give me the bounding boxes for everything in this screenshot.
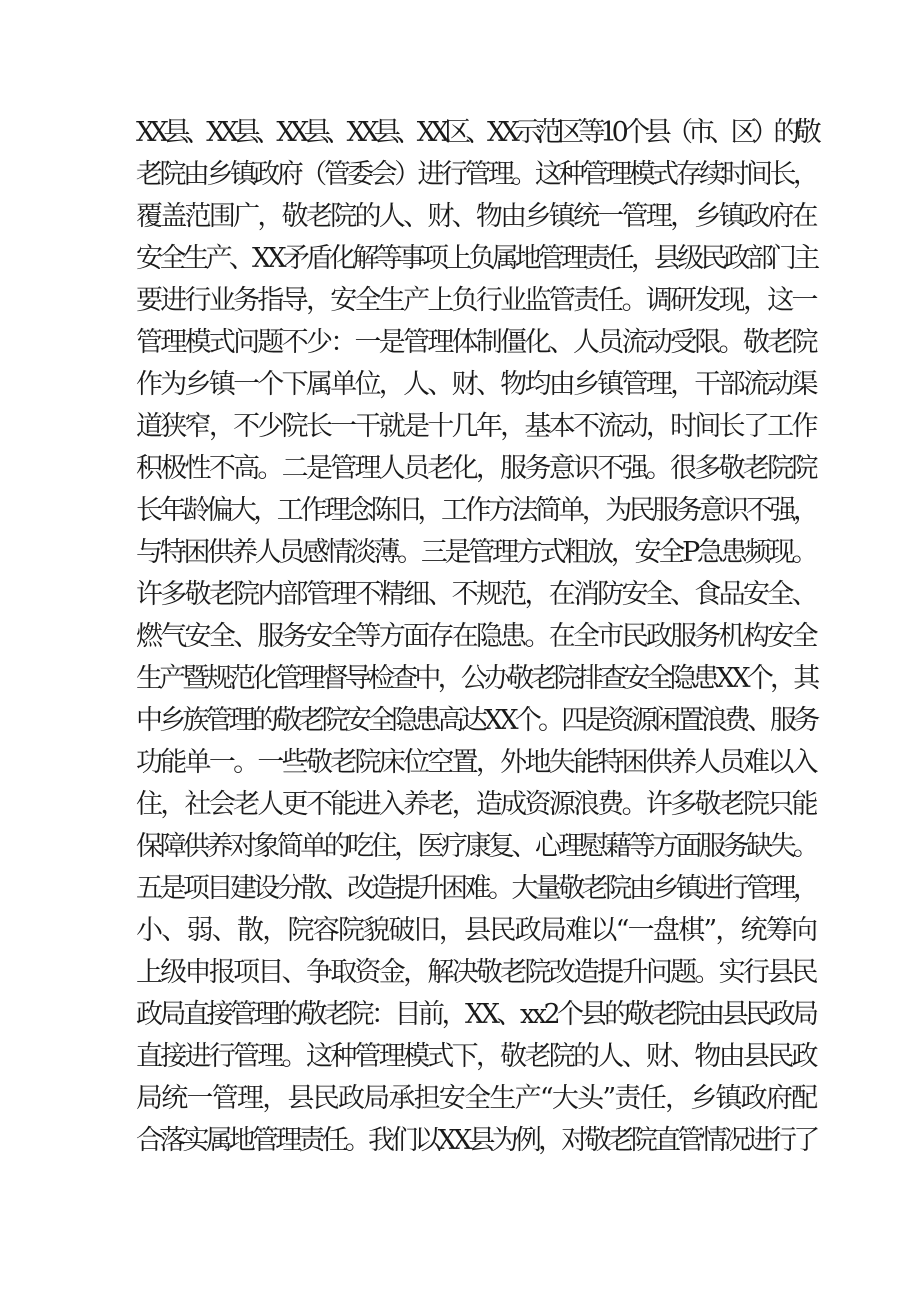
text-line: 与特困供养人员感情淡薄。三是管理方式粗放，安全P急患频现。 xyxy=(136,537,816,568)
text-line: 覆盖范围广，敬老院的人、财、物由乡镇统一管理，乡镇政府在 xyxy=(136,201,816,232)
text-line: 作为乡镇一个下属单位，人、财、物均由乡镇管理，干部流动渠 xyxy=(136,369,816,400)
body-paragraph xyxy=(136,112,816,1162)
text-line: 老院由乡镇政府（管委会）进行管理。这种管理模式存续时间长， xyxy=(136,159,817,190)
text-line: 五是项目建设分散、改造提升困难。大量敬老院由乡镇进行管理， xyxy=(136,873,817,904)
text-line: 合落实属地管理责任。我们以XX县为例，对敬老院直管情况进行了 xyxy=(136,1125,817,1156)
text-line: 许多敬老院内部管理不精细、不规范，在消防安全、食品安全、 xyxy=(136,579,816,610)
text-line: XX县、XX县、XX县、XX县、XX区、XX示范区等10个县（市、区）的敬 xyxy=(136,117,817,148)
text-line: 直接进行管理。这种管理模式下，敬老院的人、财、物由县民政 xyxy=(136,1041,816,1072)
text-line: 要进行业务指导，安全生产上负行业监管责任。调研发现，这一 xyxy=(136,285,816,316)
text-line: 生产暨规范化管理督导检查中，公办敬老院排查安全隐患XX个，其 xyxy=(136,663,817,694)
text-line: 政局直接管理的敬老院：目前，XX、xx2个县的敬老院由县民政局 xyxy=(136,999,816,1030)
text-line: 燃气安全、服务安全等方面存在隐患。在全市民政服务机构安全 xyxy=(136,621,816,652)
text-line: 上级申报项目、争取资金，解决敬老院改造提升问题。实行县民 xyxy=(136,957,816,988)
text-line: 道狭窄，不少院长一干就是十几年，基本不流动，时间长了工作 xyxy=(136,411,816,442)
text-line: 安全生产、XX矛盾化解等事项上负属地管理责任，县级民政部门主 xyxy=(136,243,817,274)
text-line: 管理模式问题不少：一是管理体制僵化、人员流动受限。敬老院 xyxy=(136,327,816,358)
text-line: 积极性不高。二是管理人员老化，服务意识不强。很多敬老院院 xyxy=(136,453,816,484)
text-line: 住，社会老人更不能进入养老，造成资源浪费。许多敬老院只能 xyxy=(136,789,816,820)
text-line: 小、弱、散，院容院貌破旧，县民政局难以“一盘棋”，统筹向 xyxy=(136,915,817,946)
text-line: 局统一管理，县民政局承担安全生产“大头”责任，乡镇政府配 xyxy=(136,1083,817,1114)
text-line: 中乡族管理的敬老院安全隐患高达XX个。四是资源闲置浪费、服务 xyxy=(136,705,817,736)
text-line: 长年龄偏大，工作理念陈旧，工作方法简单，为民服务意识不强， xyxy=(136,495,817,526)
text-line: 功能单一。一些敬老院床位空置，外地失能特困供养人员难以入 xyxy=(136,747,816,778)
text-line: 保障供养对象简单的吃住，医疗康复、心理慰藉等方面服务缺失。 xyxy=(136,831,817,862)
